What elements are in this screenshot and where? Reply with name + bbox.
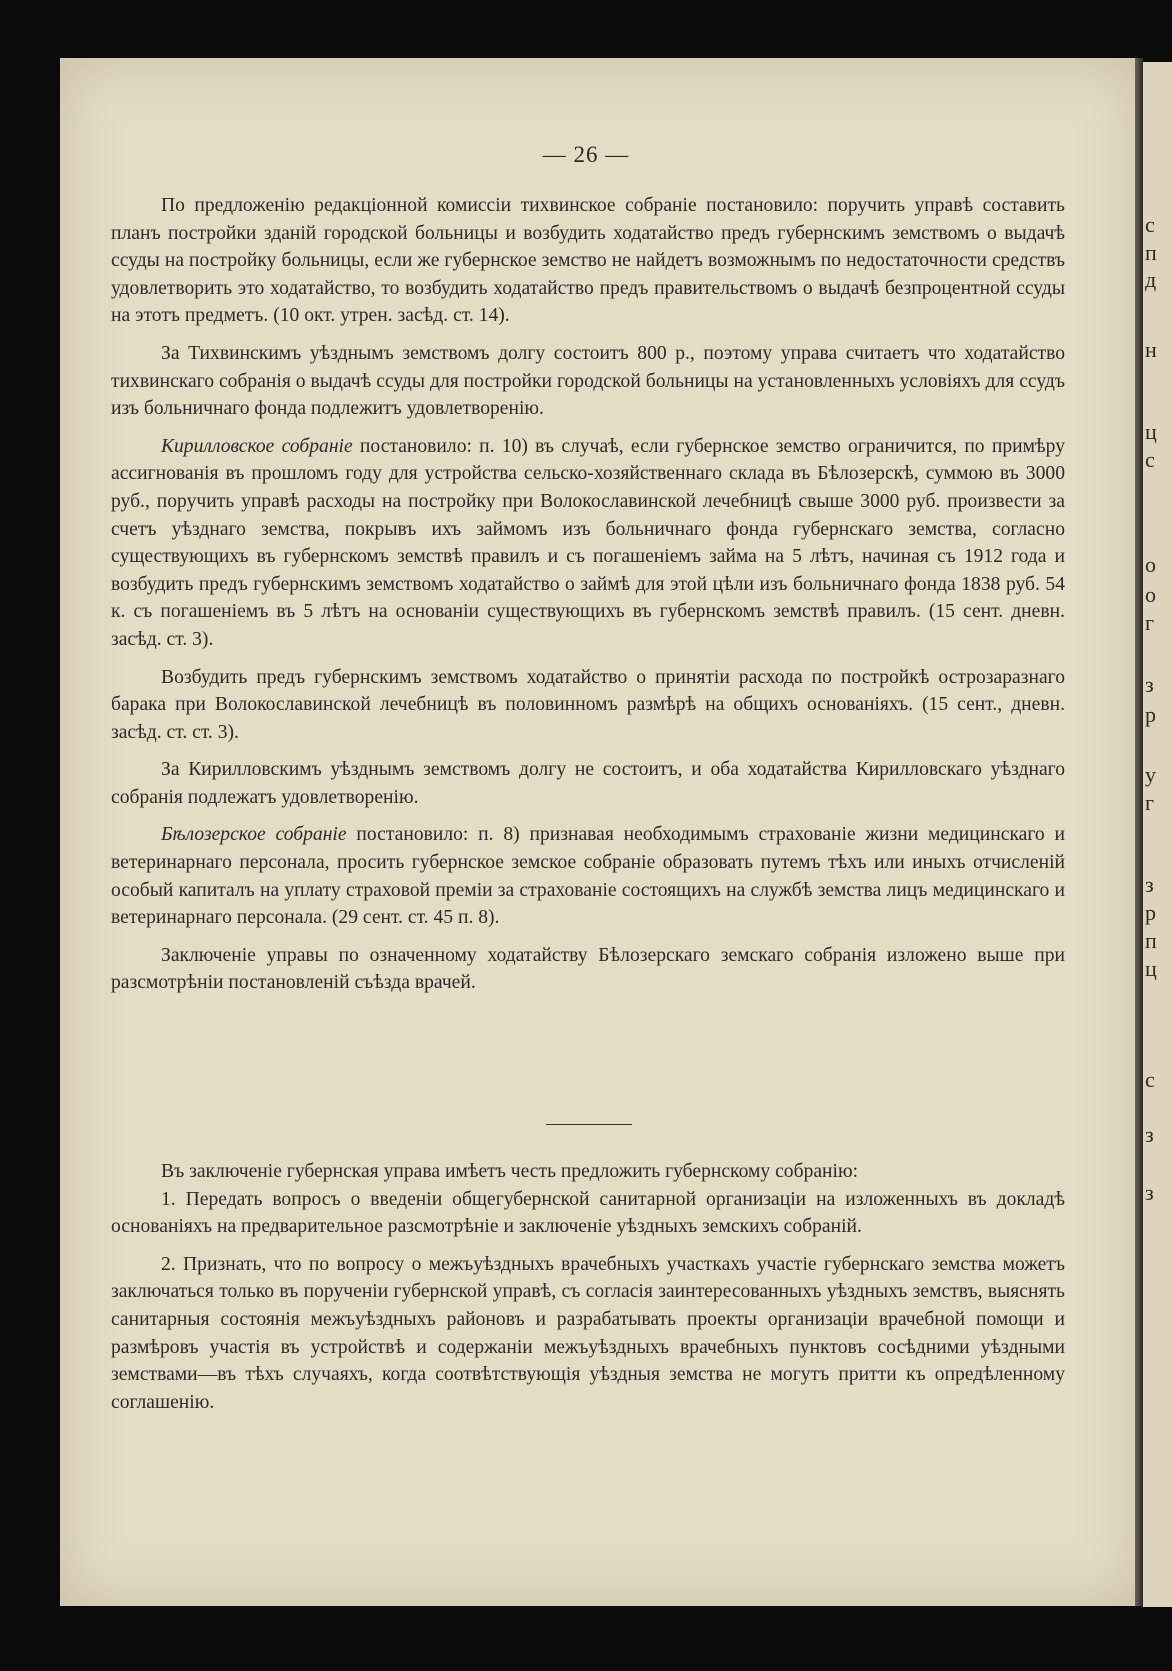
- assembly-name-italic: Бѣлозерское собраніе: [161, 824, 347, 846]
- next-page-fragment: г: [1145, 790, 1155, 815]
- next-page-fragment: р: [1145, 900, 1156, 925]
- next-page-fragment: с: [1145, 1067, 1155, 1092]
- next-page-fragment: г: [1145, 610, 1155, 635]
- paragraph: Заключеніе управы по означенному ходатайству Бѣлозерскаго земскаго собранія изложено выше при разсмотрѣніи постановленій съѣзда врачей.: [111, 944, 1065, 994]
- paragraph: За Тихвинскимъ уѣзднымъ земствомъ долгу состоитъ 800 р., поэтому управа считаетъ что ходатайство тихвинскаго собранія о выдачѣ ссуды для постройки городской больницы на установленныхъ условіяхъ для ссудъ изъ больничнаго фонда подлежитъ удовлетворенію.: [111, 342, 1065, 420]
- next-page-fragment: с: [1145, 447, 1155, 472]
- next-page-edge: [1143, 62, 1172, 1607]
- paragraph-text: постановило: п. 8) признавая необходимымъ страхованіе жизни медицинскаго и ветеринарнаго персонала, просить губернское земское собраніе образовать путемъ тѣхъ или иныхъ отчисленій особый капиталъ на уплату страховой преміи за страхованіе состоящихъ на службѣ земства лицъ медицинскаго и ветеринарнаго персонала. (29 сент. ст. 45 п. 8).: [111, 824, 1065, 929]
- book-gutter: [1135, 58, 1143, 1606]
- next-page-fragment: р: [1145, 702, 1156, 727]
- conclusion-text: [111, 1158, 1065, 1426]
- paragraph: [111, 433, 1065, 654]
- section-divider: [546, 1124, 632, 1125]
- next-page-fragment: з: [1145, 1122, 1154, 1147]
- paragraph-text: постановило: п. 10) въ случаѣ, если губернское земство ограничится, по примѣру ассигнованія въ прошломъ году для устройства сельско-хозяйственнаго склада въ Бѣлозерскѣ, суммою въ 3000 руб., поручить управѣ расходы на постройку при Волокославинской лечебницѣ свыше 3000 руб. произвести за счетъ уѣзднаго земства, покрывъ ихъ займомъ изъ больничнаго фонда губернскаго земства, согласно существующихъ въ губернскомъ земствѣ правилъ и съ погашеніемъ займа на 5 лѣтъ, начиная съ 1912 года и возбудить предъ губернскимъ земствомъ ходатайство о займѣ для этой цѣли изъ больничнаго фонда 1838 руб. 54 к. съ погашеніемъ въ 5 лѣтъ на основаніи существующихъ въ губернскомъ земствѣ правилъ. (15 сент. дневн. засѣд. ст. 3).: [111, 435, 1065, 650]
- next-page-fragment: з: [1145, 1180, 1154, 1205]
- paragraph: За Кирилловскимъ уѣзднымъ земствомъ долгу не состоитъ, и оба ходатайства Кирилловскаго уѣзднаго собранія подлежатъ удовлетворенію.: [111, 759, 1065, 808]
- conclusion-item: 2. Признать, что по вопросу о межъуѣздныхъ врачебныхъ участкахъ участіе губернскаго земства можетъ заключаться только въ порученіи губернской управѣ, съ согласія заинтересованныхъ уѣздныхъ земствъ, выяснять санитарныя состоянія межъуѣздныхъ районовъ и разрабатывать проекты организаціи врачебной помощи и размѣровъ участія въ устройствѣ и содержаніи межъуѣздныхъ врачебныхъ пунктовъ сосѣдними уѣздными земствами—въ тѣхъ случаяхъ, когда соотвѣтствующія уѣздныя земства не могутъ притти къ опредѣленному соглашенію.: [111, 1253, 1065, 1413]
- next-page-fragment: з: [1145, 872, 1154, 897]
- page-number: — 26 —: [542, 142, 630, 167]
- next-page-fragment: з: [1145, 672, 1154, 697]
- next-page-fragment: п: [1145, 928, 1157, 953]
- next-page-fragment: п: [1145, 240, 1157, 265]
- next-page-fragment: д: [1145, 267, 1157, 292]
- conclusion-item: 1. Передать вопросъ о введеніи общегубернской санитарной организаціи на изложенныхъ въ докладѣ основаніяхъ на предварительное разсмотрѣніе и заключеніе уѣздныхъ земскихъ собраній.: [111, 1188, 1065, 1238]
- next-page-fragment: с: [1145, 212, 1155, 237]
- next-page-fragment: ц: [1145, 956, 1157, 981]
- next-page-fragment: ц: [1145, 419, 1157, 444]
- next-page-fragment: у: [1145, 762, 1156, 787]
- assembly-name-italic: Кирилловское собраніе: [161, 435, 353, 457]
- next-page-fragment: н: [1145, 337, 1157, 362]
- next-page-fragment: о: [1145, 552, 1156, 577]
- next-page-fragment: о: [1145, 582, 1156, 607]
- paragraph: Возбудить предъ губернскимъ земствомъ ходатайство о принятіи расхода по постройкѣ острозаразнаго барака при Волокославинской лечебницѣ въ половинномъ размѣрѣ на общихъ основаніяхъ. (15 сент., дневн. засѣд. ст. ст. 3).: [111, 666, 1065, 743]
- paragraph: По предложенію редакціонной комиссіи тихвинское собраніе постановило: поручить управѣ составить планъ постройки зданій городской больницы и возбудить ходатайство предъ губернскимъ земствомъ о выдачѣ ссуды на постройку больницы, если же губернское земство не найдетъ возможнымъ по недостаточности средствъ удовлетворить это ходатайство, то возбудить ходатайство предъ правительствомъ о выдачѣ безпроцентной ссуды на этотъ предметъ. (10 окт. утрен. засѣд. ст. 14).: [111, 195, 1065, 327]
- body-text: [111, 192, 1065, 1007]
- conclusion-intro: Въ заключеніе губернская управа имѣетъ честь предложить губернскому собранію:: [161, 1161, 859, 1182]
- paragraph: [111, 821, 1065, 931]
